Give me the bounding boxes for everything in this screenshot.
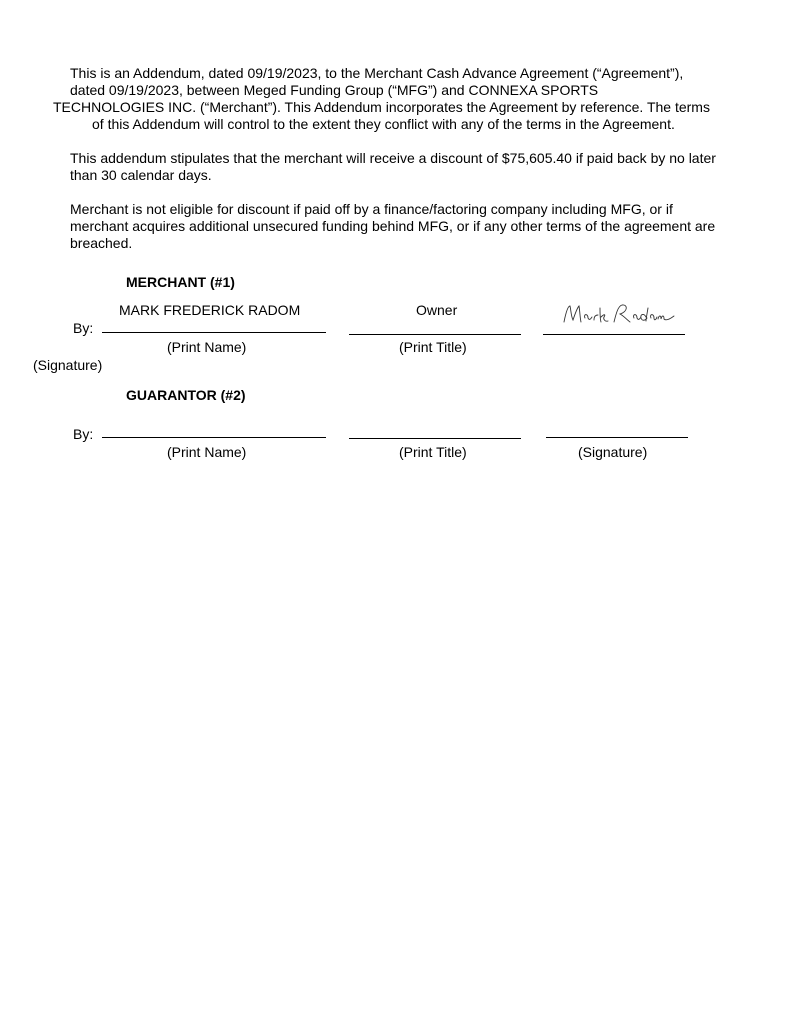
- addendum-para1-line1: This is an Addendum, dated 09/19/2023, to the Merchant Cash Advance Agreement (“Agreement”),: [70, 65, 684, 81]
- merchant-print-name-line[interactable]: [102, 332, 326, 333]
- merchant-print-title-label: (Print Title): [399, 339, 467, 355]
- addendum-para3-line3: breached.: [70, 235, 133, 251]
- addendum-para1-line2: dated 09/19/2023, between Meged Funding Group (“MFG”) and CONNEXA SPORTS: [70, 82, 599, 98]
- addendum-para3-line2: merchant acquires additional unsecured funding behind MFG, or if any other terms of the agreement are: [70, 218, 716, 234]
- merchant-by-label: By:: [73, 320, 94, 336]
- guarantor-by-label: By:: [73, 426, 94, 442]
- merchant-signature-line[interactable]: [543, 334, 685, 335]
- merchant-signature-image: [560, 300, 680, 330]
- guarantor-print-name-line[interactable]: [102, 437, 326, 438]
- addendum-para2-line2: than 30 calendar days.: [70, 167, 212, 183]
- merchant-print-title-value: Owner: [416, 302, 458, 318]
- guarantor-print-title-label: (Print Title): [399, 444, 467, 460]
- addendum-para1-line3: TECHNOLOGIES INC. (“Merchant”). This Addendum incorporates the Agreement by reference. The terms: [53, 99, 710, 115]
- merchant-signature-label: (Signature): [33, 357, 103, 373]
- guarantor-signature-line[interactable]: [546, 437, 688, 438]
- addendum-para2-line1: This addendum stipulates that the merchant will receive a discount of $75,605.40 if paid back by no later: [70, 150, 716, 166]
- merchant-print-title-line[interactable]: [349, 334, 521, 335]
- guarantor-print-title-line[interactable]: [349, 438, 521, 439]
- guarantor-signature-label: (Signature): [578, 444, 648, 460]
- addendum-para1-line4: of this Addendum will control to the extent they conflict with any of the terms in the Agreement.: [92, 116, 675, 132]
- guarantor-print-name-label: (Print Name): [167, 444, 247, 460]
- merchant-heading: MERCHANT (#1): [126, 274, 235, 290]
- merchant-print-name-label: (Print Name): [167, 339, 247, 355]
- addendum-para3-line1: Merchant is not eligible for discount if paid off by a finance/factoring company including MFG, or if: [70, 201, 673, 217]
- guarantor-heading: GUARANTOR (#2): [126, 387, 246, 403]
- merchant-print-name-value: MARK FREDERICK RADOM: [119, 302, 301, 318]
